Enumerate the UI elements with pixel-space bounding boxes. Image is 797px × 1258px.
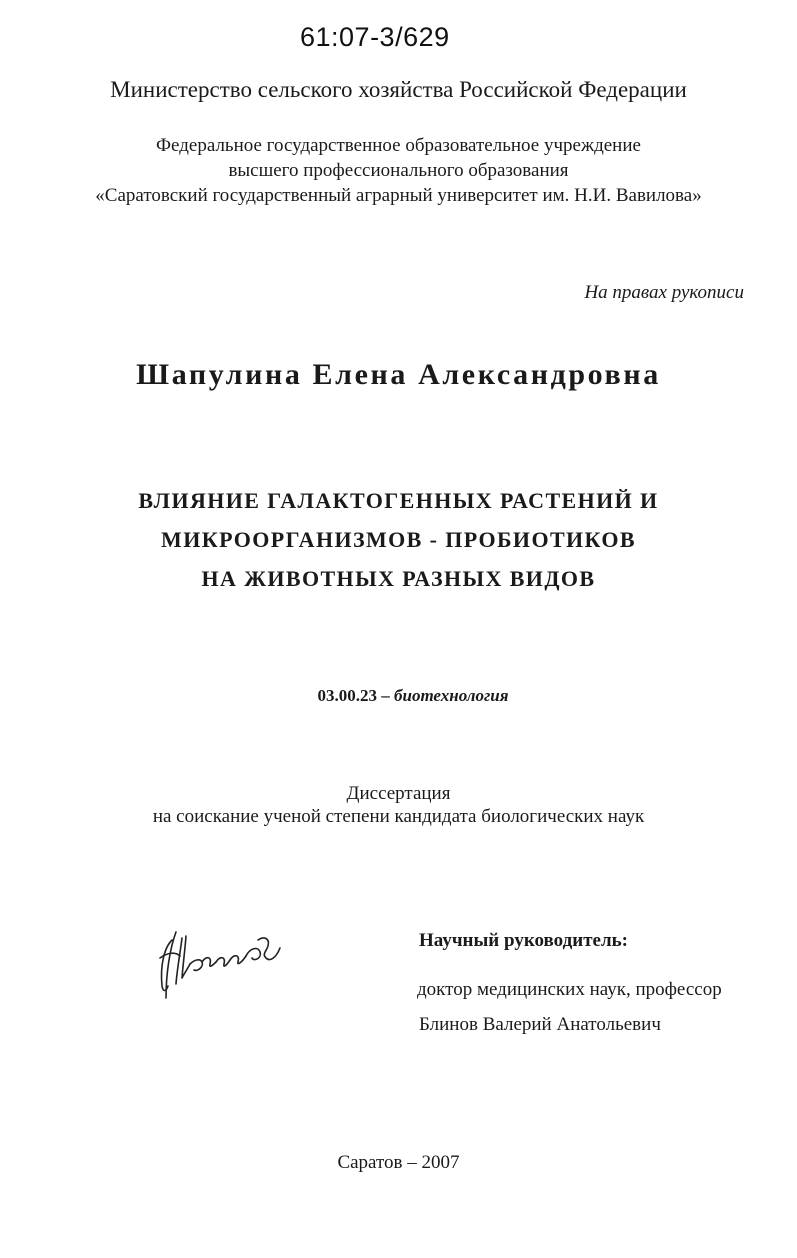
supervisor-name: Блинов Валерий Анатольевич: [419, 1014, 661, 1035]
ministry-name: Министерство сельского хозяйства Российской Федерации: [110, 77, 687, 102]
specialty: [0, 686, 797, 706]
handwritten-signature: [150, 918, 290, 1003]
supervisor-degree: доктор медицинских наук, профессор: [417, 979, 722, 1000]
catalog-number: 61:07-3/629: [300, 22, 450, 52]
thesis-title-line-2: МИКРООРГАНИЗМОВ - ПРОБИОТИКОВ: [161, 527, 636, 552]
author-name: Шапулина Елена Александровна: [136, 358, 661, 391]
specialty-name: биотехнология: [394, 686, 509, 705]
place-and-year: Саратов – 2007: [337, 1152, 460, 1173]
institution-line-2: высшего профессионального образования: [228, 160, 569, 181]
supervisor-heading: Научный руководитель:: [419, 930, 628, 951]
thesis-title-line-3: НА ЖИВОТНЫХ РАЗНЫХ ВИДОВ: [201, 566, 596, 591]
specialty-code: 03.00.23 –: [317, 686, 390, 705]
institution-line-3: «Саратовский государственный аграрный университет им. Н.И. Вавилова»: [95, 185, 702, 206]
thesis-title-line-1: ВЛИЯНИЕ ГАЛАКТОГЕННЫХ РАСТЕНИЙ И: [138, 488, 659, 513]
thesis-type: Диссертация: [346, 783, 451, 804]
thesis-degree: на соискание ученой степени кандидата биологических наук: [152, 806, 645, 827]
manuscript-note: На правах рукописи: [584, 282, 744, 303]
institution-line-1: Федеральное государственное образовательное учреждение: [156, 135, 641, 156]
